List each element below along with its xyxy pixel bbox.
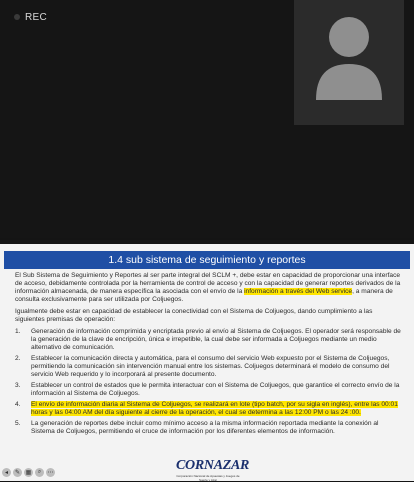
rec-label: REC — [25, 11, 48, 23]
list-item — [15, 382, 403, 398]
list-item — [15, 420, 403, 436]
list-item — [15, 328, 403, 352]
shared-slide — [0, 244, 414, 481]
cornazar-logo — [176, 458, 250, 482]
recording-indicator — [14, 10, 47, 24]
premise-list — [15, 328, 403, 436]
intro-paragraph — [15, 272, 403, 304]
logo-tagline: Corporación Nacional de Apuestas y Juegos de Suerte y Azar — [176, 474, 240, 482]
intro-text-end: , a manera de consulta exclusivamente para ser utilizada por Coljuegos. — [15, 288, 393, 303]
list-text: Establecer la comunicación directa y automática, para el consumo del servicio Web expuesto por el Sistema de Coljuegos, permitiendo la comunicación sin intervención manual entre los sistemas. Coljuegos determinará el modelo de consumo del servicio Web requerido y lo incorporará al presente documento. — [31, 355, 390, 378]
premise-paragraph: Igualmente debe estar en capacidad de establecer la conectividad con el Sistema de Coljuegos, dando cumplimiento a las siguientes premisas de operación: — [15, 308, 373, 323]
list-number: 1. — [15, 328, 21, 335]
zoom-icon[interactable]: ⌕ — [35, 468, 44, 477]
logo-text: CORNAZAR — [176, 458, 250, 473]
list-item — [15, 355, 403, 379]
participant-tile[interactable] — [294, 0, 404, 125]
list-number: 5. — [15, 420, 21, 427]
person-avatar-icon — [294, 0, 404, 125]
list-item — [15, 401, 403, 417]
slide-title: 1.4 sub sistema de seguimiento y reportes — [4, 251, 410, 269]
pen-icon[interactable]: ✎ — [14, 469, 21, 476]
list-number: 2. — [15, 355, 21, 362]
record-dot-icon — [14, 14, 20, 20]
more-icon[interactable]: ⋯ — [47, 469, 54, 476]
list-text: Establecer un control de estados que le permita interactuar con el Sistema de Coljuegos, que garantice el correcto envío de la información al Sistema de Coljuegos. — [31, 382, 400, 397]
intro-text: El Sub Sistema de Seguimiento y Reportes al ser parte integral del SCLM +, debe estar en capacidad de proporcionar una interface de acceso, debidamente controlada por la herramienta de control de acceso y con la capacidad de generar reportes derivados de la información almacenada, de manera específica la asociada con el envío de la — [15, 272, 401, 295]
list-text: Generación de información comprimida y encriptada previo al envío al Sistema de Coljuegos. El operador será responsable de la generación de la clave de encripción, única e irrepetible, la cual debe ser informada a Coljuegos mediante un medio alternativo de comunicación. — [31, 328, 401, 351]
slides-icon[interactable]: ▦ — [25, 469, 32, 476]
slide-controls — [2, 466, 55, 478]
list-text-highlight: El envío de información diaria al Sistema de Coljuegos, se realizará en lote (tipo batch, por su sigla en inglés), entre las 00:01 horas y las 04:00 AM del día siguiente al cierre de la operación, el cual se determina a las 12:00 PM o las 24 :00. — [31, 401, 398, 416]
list-text: La generación de reportes debe incluir como mínimo acceso a la misma información reportada mediante la conexión al Sistema de Coljuegos, permitiendo el cruce de información por los diferentes elementos de información. — [31, 420, 379, 435]
previous-icon[interactable]: ◂ — [2, 468, 11, 477]
intro-highlight: información a través del Web service — [244, 288, 353, 295]
list-number: 4. — [15, 401, 21, 408]
slide-body — [15, 272, 403, 458]
list-number: 3. — [15, 382, 21, 389]
